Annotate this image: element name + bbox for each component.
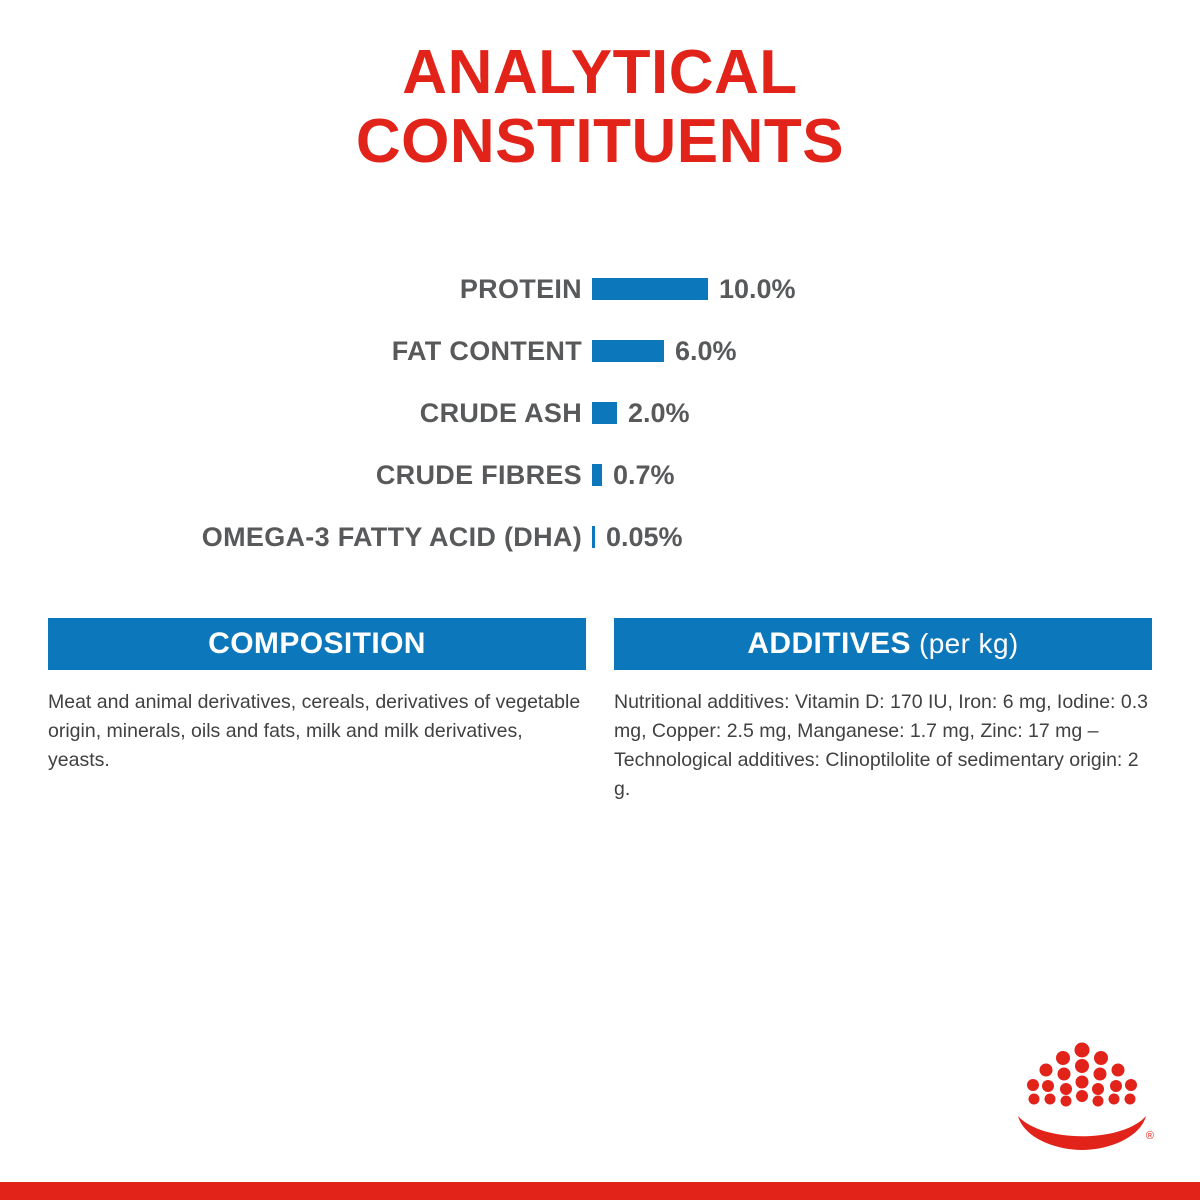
additives-panel-subtitle: (per kg) <box>918 628 1019 659</box>
composition-panel <box>48 618 586 803</box>
additives-panel-header <box>614 618 1152 670</box>
page-title <box>0 38 1200 177</box>
registered-trademark-icon: ® <box>1145 1130 1154 1142</box>
chart-bar <box>592 278 708 300</box>
chart-bar <box>592 340 664 362</box>
additives-panel-title: ADDITIVES <box>747 627 911 660</box>
analytical-constituents-chart <box>0 258 1200 568</box>
additives-panel-body: Nutritional additives: Vitamin D: 170 IU, Iron: 6 mg, Iodine: 0.3 mg, Copper: 2.5 mg, Manganese: 1.7 mg, Zinc: 17 mg – Technological additives: Clinoptilolite of sedimentary origin: 2 g. <box>614 691 1148 800</box>
additives-panel <box>614 618 1152 803</box>
chart-value-label: 0.7% <box>613 459 675 490</box>
chart-bar <box>592 464 602 486</box>
chart-value-label: 0.05% <box>606 521 683 552</box>
chart-bar <box>592 526 595 548</box>
page-title-line-2: CONSTITUENTS <box>355 107 845 177</box>
chart-bar <box>592 402 617 424</box>
bottom-accent-bar <box>0 1182 1200 1200</box>
chart-bar-group <box>592 336 737 367</box>
royal-canin-logo <box>1012 1042 1152 1152</box>
chart-row <box>0 444 1200 506</box>
chart-category-label: PROTEIN <box>459 273 582 304</box>
chart-value-label: 10.0% <box>719 273 796 304</box>
composition-panel-title: COMPOSITION <box>208 627 426 660</box>
info-panels <box>48 618 1152 803</box>
chart-category-label: CRUDE FIBRES <box>375 459 582 490</box>
composition-panel-body: Meat and animal derivatives, cereals, derivatives of vegetable origin, minerals, oils and fats, milk and milk derivatives, yeasts. <box>48 691 581 771</box>
chart-bar-group <box>592 398 690 429</box>
page-title-line-1: ANALYTICAL <box>402 38 798 107</box>
chart-value-label: 6.0% <box>675 335 737 366</box>
chart-category-label: FAT CONTENT <box>391 335 582 366</box>
chart-bar-group <box>592 274 796 305</box>
chart-row <box>0 258 1200 320</box>
chart-bar-group <box>592 522 683 553</box>
chart-row <box>0 506 1200 568</box>
chart-row <box>0 320 1200 382</box>
chart-category-label: OMEGA-3 FATTY ACID (DHA) <box>201 521 582 552</box>
chart-bar-group <box>592 460 675 491</box>
composition-panel-header <box>48 618 586 670</box>
chart-value-label: 2.0% <box>628 397 690 428</box>
chart-row <box>0 382 1200 444</box>
chart-category-label: CRUDE ASH <box>419 397 582 428</box>
